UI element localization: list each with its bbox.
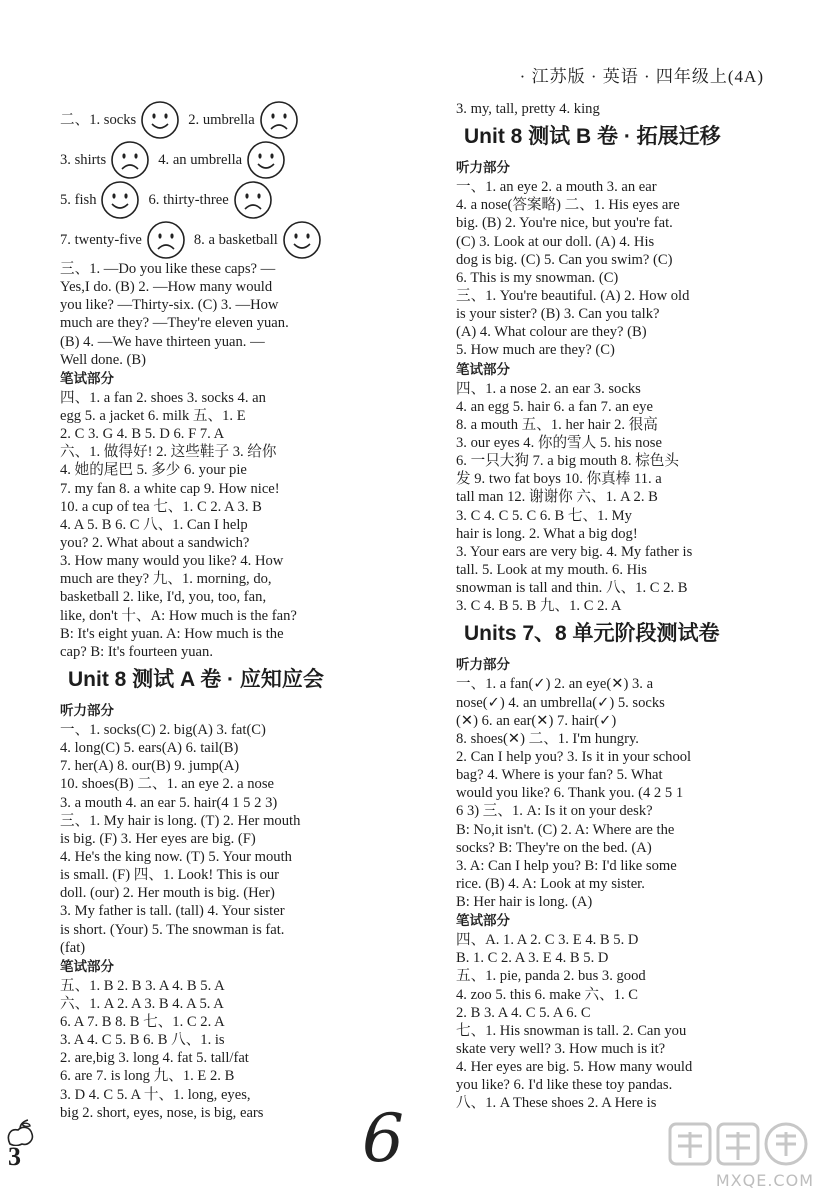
answer-line: you like? —Thirty-six. (C) 3. —How: [60, 297, 279, 314]
answer-line: is short. (Your) 5. The snowman is fat.: [60, 921, 285, 938]
subsection-label: 笔试部分: [456, 361, 510, 378]
answer-line: 3. Your ears are very big. 4. My father is: [456, 543, 693, 560]
answer-line: 4. a nose(答案略) 二、1. His eyes are: [456, 197, 680, 214]
answer-line: is small. (F) 四、1. Look! This is our: [60, 867, 280, 884]
smiling-face-icon: [282, 220, 322, 260]
subsection-label: 笔试部分: [60, 958, 114, 975]
answer-line: socks? B: They're on the bed. (A): [456, 839, 652, 856]
answer-line: 6. 一只大狗 7. a big mouth 8. 棕色头: [456, 453, 679, 470]
answer-text: 4. an umbrella: [158, 152, 243, 168]
answer-line: 6 3) 三、1. A: Is it on your desk?: [456, 803, 653, 820]
answer-line: B: It's eight yuan. A: How much is the: [60, 625, 284, 642]
handwritten-mark: 6: [362, 1100, 404, 1177]
answer-line: 4. 她的尾巴 5. 多少 6. your pie: [60, 462, 247, 479]
answer-line: 4. A 5. B 6. C 八、1. Can I help: [60, 516, 248, 533]
answer-line: would you like? 6. Thank you. (4 2 5 1: [456, 785, 684, 802]
section-heading: Unit 8 测试 B 卷 · 拓展迁移: [464, 125, 721, 149]
answer-line: hair is long. 2. What a big dog!: [456, 525, 638, 542]
subsection-label: 听力部分: [60, 702, 114, 719]
answer-line: you? 2. What about a sandwich?: [60, 534, 250, 551]
answer-line: 五、1. B 2. B 3. A 4. B 5. A: [60, 977, 225, 994]
answer-line: 7. my fan 8. a white cap 9. How nice!: [60, 480, 280, 497]
answer-line: 5. How much are they? (C): [456, 342, 615, 359]
answer-line: 四、1. a fan 2. shoes 3. socks 4. an: [60, 389, 266, 406]
answer-line: B: No,it isn't. (C) 2. A: Where are the: [456, 821, 675, 838]
sad-face-icon: [259, 100, 299, 140]
answer-line: 四、1. a nose 2. an ear 3. socks: [456, 380, 641, 397]
answer-text: 二、1. socks: [60, 112, 137, 128]
answer-line: 6. This is my snowman. (C): [456, 269, 619, 286]
answer-line: Yes,I do. (B) 2. —How many would: [60, 279, 273, 296]
answer-line: is your sister? (B) 3. Can you talk?: [456, 306, 660, 323]
answer-text: 3. shirts: [60, 152, 107, 168]
answer-line: 六、1. 做得好! 2. 这些鞋子 3. 给你: [60, 444, 277, 461]
answer-row-with-faces: [60, 100, 372, 140]
answer-line: 6. A 7. B 8. B 七、1. C 2. A: [60, 1014, 225, 1031]
watermark-logo-icon: [664, 1118, 814, 1170]
answer-line: nose(✓) 4. an umbrella(✓) 5. socks: [456, 694, 665, 711]
answer-line: 3. our eyes 4. 你的雪人 5. his nose: [456, 434, 662, 451]
answer-line: rice. (B) 4. A: Look at my sister.: [456, 875, 645, 892]
smiling-face-icon: [140, 100, 180, 140]
subsection-label: 听力部分: [456, 657, 510, 674]
answer-line: 一、1. an eye 2. a mouth 3. an ear: [456, 179, 657, 196]
answer-line: snowman is tall and thin. 八、1. C 2. B: [456, 580, 688, 597]
answer-line: 3. a mouth 4. an ear 5. hair(4 1 5 2 3): [60, 794, 278, 811]
answer-line: 三、1. My hair is long. (T) 2. Her mouth: [60, 812, 301, 829]
answer-line: 4. zoo 5. this 6. make 六、1. C: [456, 986, 639, 1003]
answer-line: 3. A: Can I help you? B: I'd like some: [456, 857, 677, 874]
answer-line: (fat): [60, 939, 86, 956]
section-heading: Unit 8 测试 A 卷 · 应知应会: [68, 667, 324, 691]
answer-row-with-faces: [60, 180, 372, 220]
answer-line: doll. (our) 2. Her mouth is big. (Her): [60, 885, 275, 902]
watermark-text: MXQE.COM: [715, 1171, 814, 1190]
watermark: [664, 1118, 814, 1190]
answer-line: 四、A. 1. A 2. C 3. E 4. B 5. D: [456, 932, 639, 949]
answer-line: 3. D 4. C 5. A 十、1. long, eyes,: [60, 1086, 251, 1103]
answer-line: 六、1. A 2. A 3. B 4. A 5. A: [60, 995, 224, 1012]
answer-line: 三、1. You're beautiful. (A) 2. How old: [456, 287, 690, 304]
answer-line: 一、1. a fan(✓) 2. an eye(✕) 3. a: [456, 676, 654, 693]
sad-face-icon: [233, 180, 273, 220]
answer-line: 4. long(C) 5. ears(A) 6. tail(B): [60, 740, 239, 757]
answer-line: 3. How many would you like? 4. How: [60, 553, 284, 570]
answer-line: 三、1. —Do you like these caps? —: [60, 261, 276, 277]
answer-line: B: Her hair is long. (A): [456, 894, 593, 911]
answer-line: Well done. (B): [60, 351, 146, 368]
smiling-face-icon: [246, 140, 286, 180]
answer-line: 3. My father is tall. (tall) 4. Your sister: [60, 903, 285, 920]
answer-line: (B) 4. —We have thirteen yuan. —: [60, 333, 265, 350]
answer-line: big. (B) 2. You're nice, but you're fat.: [456, 215, 673, 232]
answer-line: 7. her(A) 8. our(B) 9. jump(A): [60, 758, 240, 775]
left-column: [60, 100, 372, 1122]
answer-line: 6. are 7. is long 九、1. E 2. B: [60, 1068, 235, 1085]
answer-line: B. 1. C 2. A 3. E 4. B 5. D: [456, 950, 609, 967]
answer-line: 4. Her eyes are big. 5. How many would: [456, 1059, 693, 1076]
answer-text: 5. fish: [60, 192, 97, 208]
answer-line: 五、1. pie, panda 2. bus 3. good: [456, 968, 646, 985]
answer-line: bag? 4. Where is your fan? 5. What: [456, 767, 663, 784]
answer-line: 4. an egg 5. hair 6. a fan 7. an eye: [456, 398, 653, 415]
answer-row-with-faces: [60, 140, 372, 180]
answer-line: (A) 4. What colour are they? (B): [456, 324, 647, 341]
answer-line: much are they? —They're eleven yuan.: [60, 315, 289, 332]
answer-line: 2. are,big 3. long 4. fat 5. tall/fat: [60, 1050, 249, 1067]
answer-line: basketball 2. like, I'd, you, too, fan,: [60, 589, 267, 606]
answer-text: 8. a basketball: [193, 232, 278, 248]
answer-line: (✕) 6. an ear(✕) 7. hair(✓): [456, 712, 617, 729]
smiling-face-icon: [100, 180, 140, 220]
answer-line: 8. a mouth 五、1. her hair 2. 很高: [456, 416, 658, 433]
answer-line: 3. my, tall, pretty 4. king: [456, 101, 600, 117]
answer-line: 发 9. two fat boys 10. 你真棒 11. a: [456, 471, 662, 488]
sad-face-icon: [146, 220, 186, 260]
answer-line: 2. B 3. A 4. C 5. A 6. C: [456, 1004, 591, 1021]
answer-line: 10. shoes(B) 二、1. an eye 2. a nose: [60, 776, 274, 793]
answer-line: big 2. short, eyes, nose, is big, ears: [60, 1104, 264, 1121]
sad-face-icon: [110, 140, 150, 180]
answer-line: 4. He's the king now. (T) 5. Your mouth: [60, 848, 292, 865]
subsection-label: 笔试部分: [60, 370, 114, 387]
page-number: 3: [8, 1142, 21, 1171]
answer-text: 2. umbrella: [188, 112, 255, 128]
answer-line: you like? 6. I'd like these toy pandas.: [456, 1077, 673, 1094]
answer-line: is big. (F) 3. Her eyes are big. (F): [60, 830, 256, 847]
answer-line: like, don't 十、A: How much is the fan?: [60, 607, 297, 624]
answer-line: 3. C 4. C 5. C 6. B 七、1. My: [456, 507, 632, 524]
subsection-label: 听力部分: [456, 160, 510, 177]
answer-line: tall. 5. Look at my mouth. 6. His: [456, 561, 647, 578]
answer-text: 7. twenty-five: [60, 232, 142, 248]
answer-line: 一、1. socks(C) 2. big(A) 3. fat(C): [60, 721, 266, 738]
answer-line: 2. C 3. G 4. B 5. D 6. F 7. A: [60, 426, 225, 443]
answer-line: 七、1. His snowman is tall. 2. Can you: [456, 1022, 687, 1039]
answer-text: 6. thirty-three: [148, 192, 229, 208]
answer-line: tall man 12. 谢谢你 六、1. A 2. B: [456, 489, 658, 506]
right-column: [456, 100, 768, 1113]
answer-line: egg 5. a jacket 6. milk 五、1. E: [60, 407, 246, 424]
answer-row-with-faces: [60, 220, 372, 260]
answer-line: skate very well? 3. How much is it?: [456, 1041, 666, 1058]
page-header: · 江苏版 · 英语 · 四年级上(4A): [519, 67, 764, 86]
answer-line: 3. C 4. B 5. B 九、1. C 2. A: [456, 598, 622, 615]
answer-line: 3. A 4. C 5. B 6. B 八、1. is: [60, 1032, 225, 1049]
answer-line: dog is big. (C) 5. Can you swim? (C): [456, 251, 673, 268]
subsection-label: 笔试部分: [456, 913, 510, 930]
section-heading: Units 7、8 单元阶段测试卷: [464, 622, 720, 646]
answer-line: much are they? 九、1. morning, do,: [60, 571, 272, 588]
answer-line: (C) 3. Look at our doll. (A) 4. His: [456, 233, 655, 250]
answer-line: 八、1. A These shoes 2. A Here is: [456, 1095, 657, 1112]
answer-line: cap? B: It's fourteen yuan.: [60, 643, 213, 660]
answer-line: 8. shoes(✕) 二、1. I'm hungry.: [456, 730, 639, 747]
answer-line: 10. a cup of tea 七、1. C 2. A 3. B: [60, 498, 262, 515]
answer-line: 2. Can I help you? 3. Is it in your school: [456, 748, 692, 765]
